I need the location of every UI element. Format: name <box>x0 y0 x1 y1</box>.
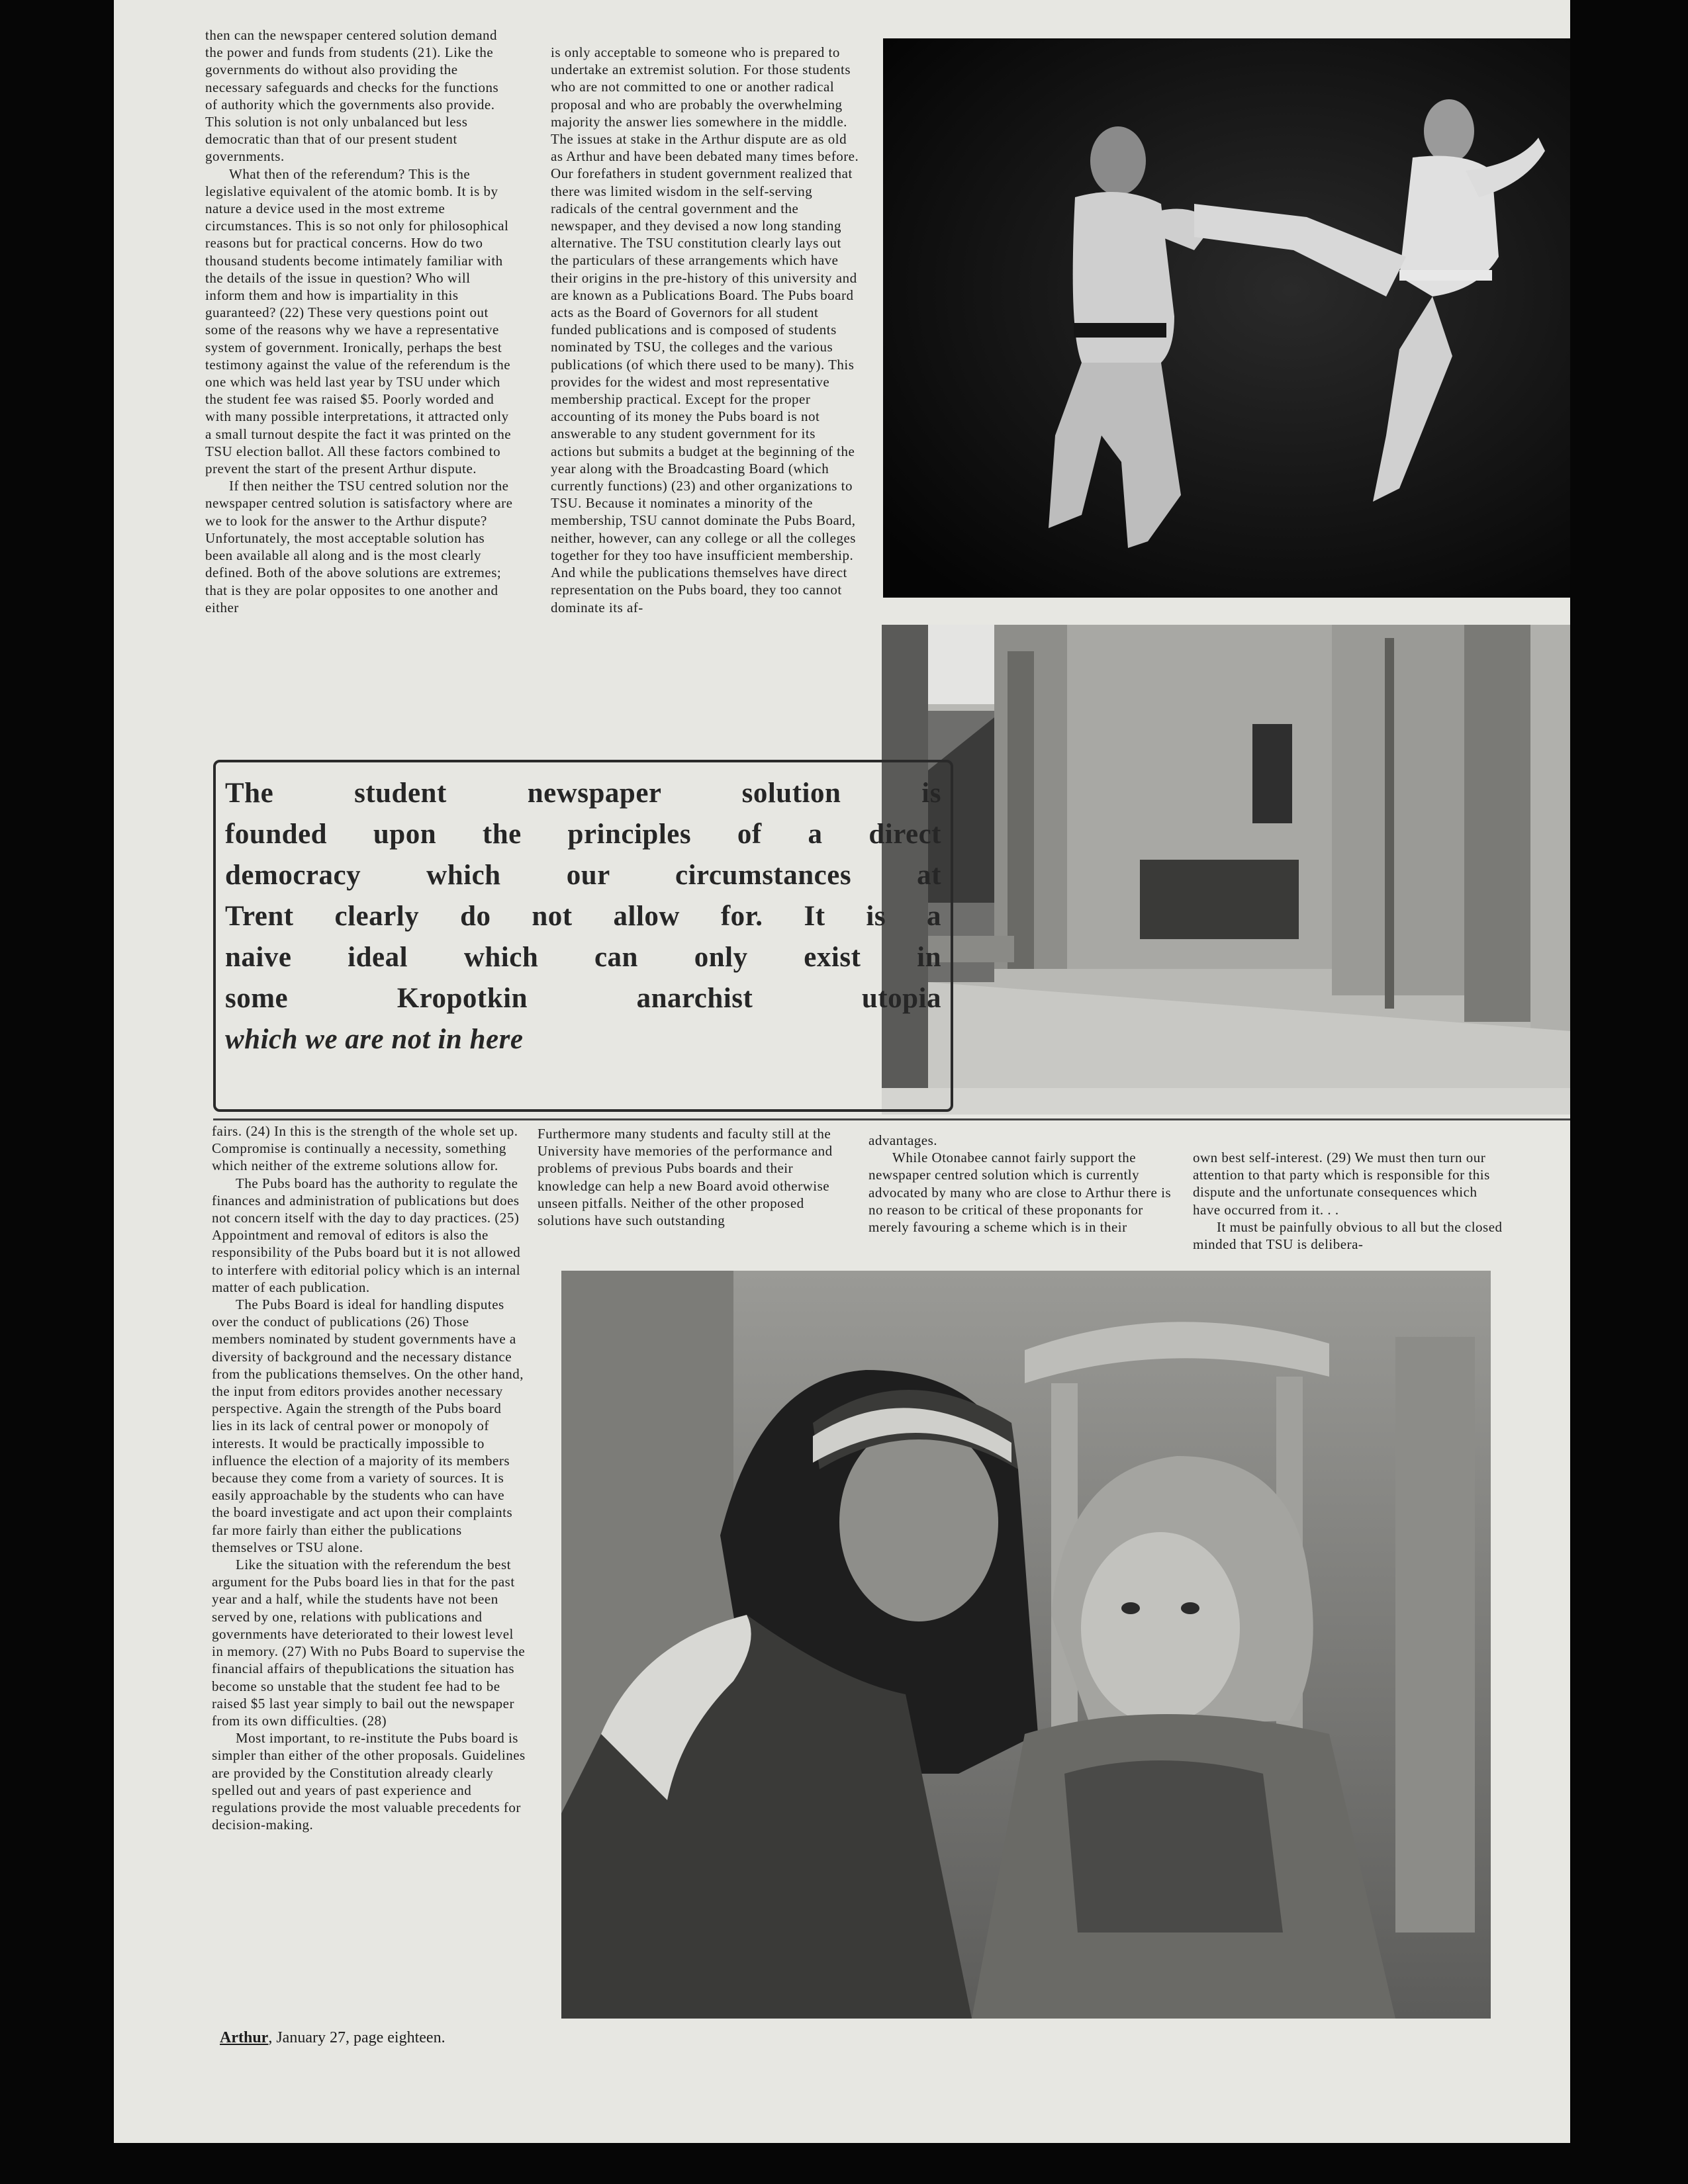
pull-quote-line: founded upon the principles of a direct <box>225 819 941 850</box>
footer-date-page: , January 27, page eighteen. <box>268 2029 445 2046</box>
paragraph: then can the newspaper centered solution demand the power and funds from students (21). Like the governments do without also providing the necessary safeguards and checks for the functions of authority which the governments also provide. This solution is not only unbalanced but less democratic than that of our present student governments. <box>205 27 499 165</box>
paragraph: It must be painfully obvious to all but the closed minded that TSU is delibera- <box>1193 1218 1503 1253</box>
article-column-2 <box>551 44 861 616</box>
paragraph: advantages. <box>868 1132 938 1148</box>
paragraph: own best self-interest. (29) We must then turn our attention to that party which is responsible for this dispute and the unfortunate consequences which have occurred from it. . . <box>1193 1150 1490 1218</box>
paragraph: The Pubs Board is ideal for handling disputes over the conduct of publications (26) Those members nominated by student governments have a diversity of background and the necessary distance from the publications themselves. On the other hand, the input from editors provides another necessary perspective. Again the strength of the Pubs board lies in its lack of central power or monopoly of interests. It would be practically impossible to influence the election of a majority of its members because they come from a variety of sources. It is easily approachable by the students who can have the board investigate and act upon their complaints far more fairly than either the publications themselves or TSU alone. <box>212 1297 524 1555</box>
paragraph: What then of the referendum? This is the legislative equivalent of the atomic bomb. It is by nature a device used in the most extreme circumstances. This is so not only for philosophical reasons but for practical concerns. How do two thousand students become intimately familiar with the details of the issue in question? Who will inform them and how is impartiality in this guaranteed? (22) These very questions point out some of the reasons why we have a representative system of government. Ironically, perhaps the best testimony against the value of the referendum is the one which was held last year by TSU under which the student fee was raised $5. Poorly worded and with many possible interpretations, it attracted only a small turnout despite the fact it was printed on the TSU election ballot. All these factors combined to prevent the start of the present Arthur dispute. <box>205 165 512 477</box>
section-divider <box>213 1118 1570 1120</box>
paragraph: Furthermore many students and faculty still at the University have memories of the performance and problems of previous Pubs boards and their knowledge can help a new Board avoid otherwise unseen pitfalls. Neither of the other proposed solutions have such outstanding <box>538 1126 833 1229</box>
building-photo <box>882 625 1570 1115</box>
article-column-3 <box>212 1122 526 1833</box>
page-footer <box>220 2029 445 2047</box>
mother-child-photo <box>561 1271 1491 2019</box>
paragraph: Like the situation with the referendum the best argument for the Pubs board lies in that for the past year and a half, while the students have not been served by one, relations with publications and governments have deteriorated to their lowest level in memory. (27) With no Pubs Board to supervise the financial affairs of thepublications the situation has become so unstable that the student fee had to be raised $5 last year simply to bail out the newspaper from its own difficulties. (28) <box>212 1557 526 1729</box>
pull-quote-line: democracy which our circumstances at <box>225 860 941 891</box>
article-column-6 <box>1193 1149 1504 1253</box>
article-column-1 <box>205 26 514 616</box>
article-column-4 <box>538 1125 845 1229</box>
paragraph: Most important, to re-institute the Pubs board is simpler than either of the other proposals. Guidelines are provided by the Constitution already clearly spelled out and years of past experience and regulations provide the most valuable precedents for decision-making. <box>212 1730 526 1833</box>
pull-quote-line: The student newspaper solution is <box>225 778 941 809</box>
paragraph: is only acceptable to someone who is prepared to undertake an extremist solution. For those students who are not committed to one or another radical proposal and who are probably the overwhelming majority the answer lies somewhere in the middle. The issues at stake in the Arthur dispute are as old as Arthur and have been debated many times before. Our forefathers in student government realized that there was limited wisdom in the self-serving radicals of the central government and the newspaper, and they devised a now long standing alternative. The TSU constitution clearly lays out the particulars of these arrangements which have their origins in the pre-history of this university and are known as a Publications Board. The Pubs board acts as the Board of Governors for all student funded publications and is composed of students nominated by TSU, the colleges and the various publications (of which there used to be many). This provides for the widest and most representative membership practical. Except for the proper accounting of its money the Pubs board is not answerable to any student government for its actions but submits a budget at the beginning of the year along with the Broadcasting Board (which currently functions) (23) and other organizations to TSU. Because it nominates a minority of the membership, TSU cannot dominate the Pubs Board, neither, however, can any college or all the colleges together for they too have insufficient membership. And while the publications themselves have direct representation on the Pubs board, they too cannot dominate its af- <box>551 44 859 615</box>
karate-photo <box>883 38 1570 598</box>
newspaper-page <box>114 0 1570 2143</box>
paragraph: While Otonabee cannot fairly support the newspaper centred solution which is currently advocated by many who are close to Arthur there is no reason to be critical of these proponants for merely favouring a scheme which is in their <box>868 1150 1172 1236</box>
paragraph: If then neither the TSU centred solution nor the newspaper centred solution is satisfactory where are we to look for the answer to the Arthur dispute? Unfortunately, the most acceptable solution has been available all along and is the most clearly defined. Both of the above solutions are extremes; that is they are polar opposites to one another and either <box>205 478 513 615</box>
publication-name: Arthur <box>220 2029 269 2046</box>
paragraph: The Pubs board has the authority to regulate the finances and administration of publications but does not concern itself with the day to day practices. (25) Appointment and removal of editors is also the responsibility of the Pubs board but it is not allowed to interfere with editorial policy which is an internal matter of each publication. <box>212 1175 521 1295</box>
pull-quote-line: Trent clearly do not allow for. It is a <box>225 901 941 932</box>
pull-quote-line: which we are not in here <box>225 1024 524 1055</box>
pull-quote-line: naive ideal which can only exist in <box>225 942 941 973</box>
pull-quote-line: some Kropotkin anarchist utopia <box>225 983 941 1014</box>
paragraph: fairs. (24) In this is the strength of the whole set up. Compromise is continually a necessity, something which neither of the extreme solutions allow for. <box>212 1123 518 1174</box>
pull-quote-box <box>213 760 953 1112</box>
article-column-5 <box>868 1132 1180 1236</box>
